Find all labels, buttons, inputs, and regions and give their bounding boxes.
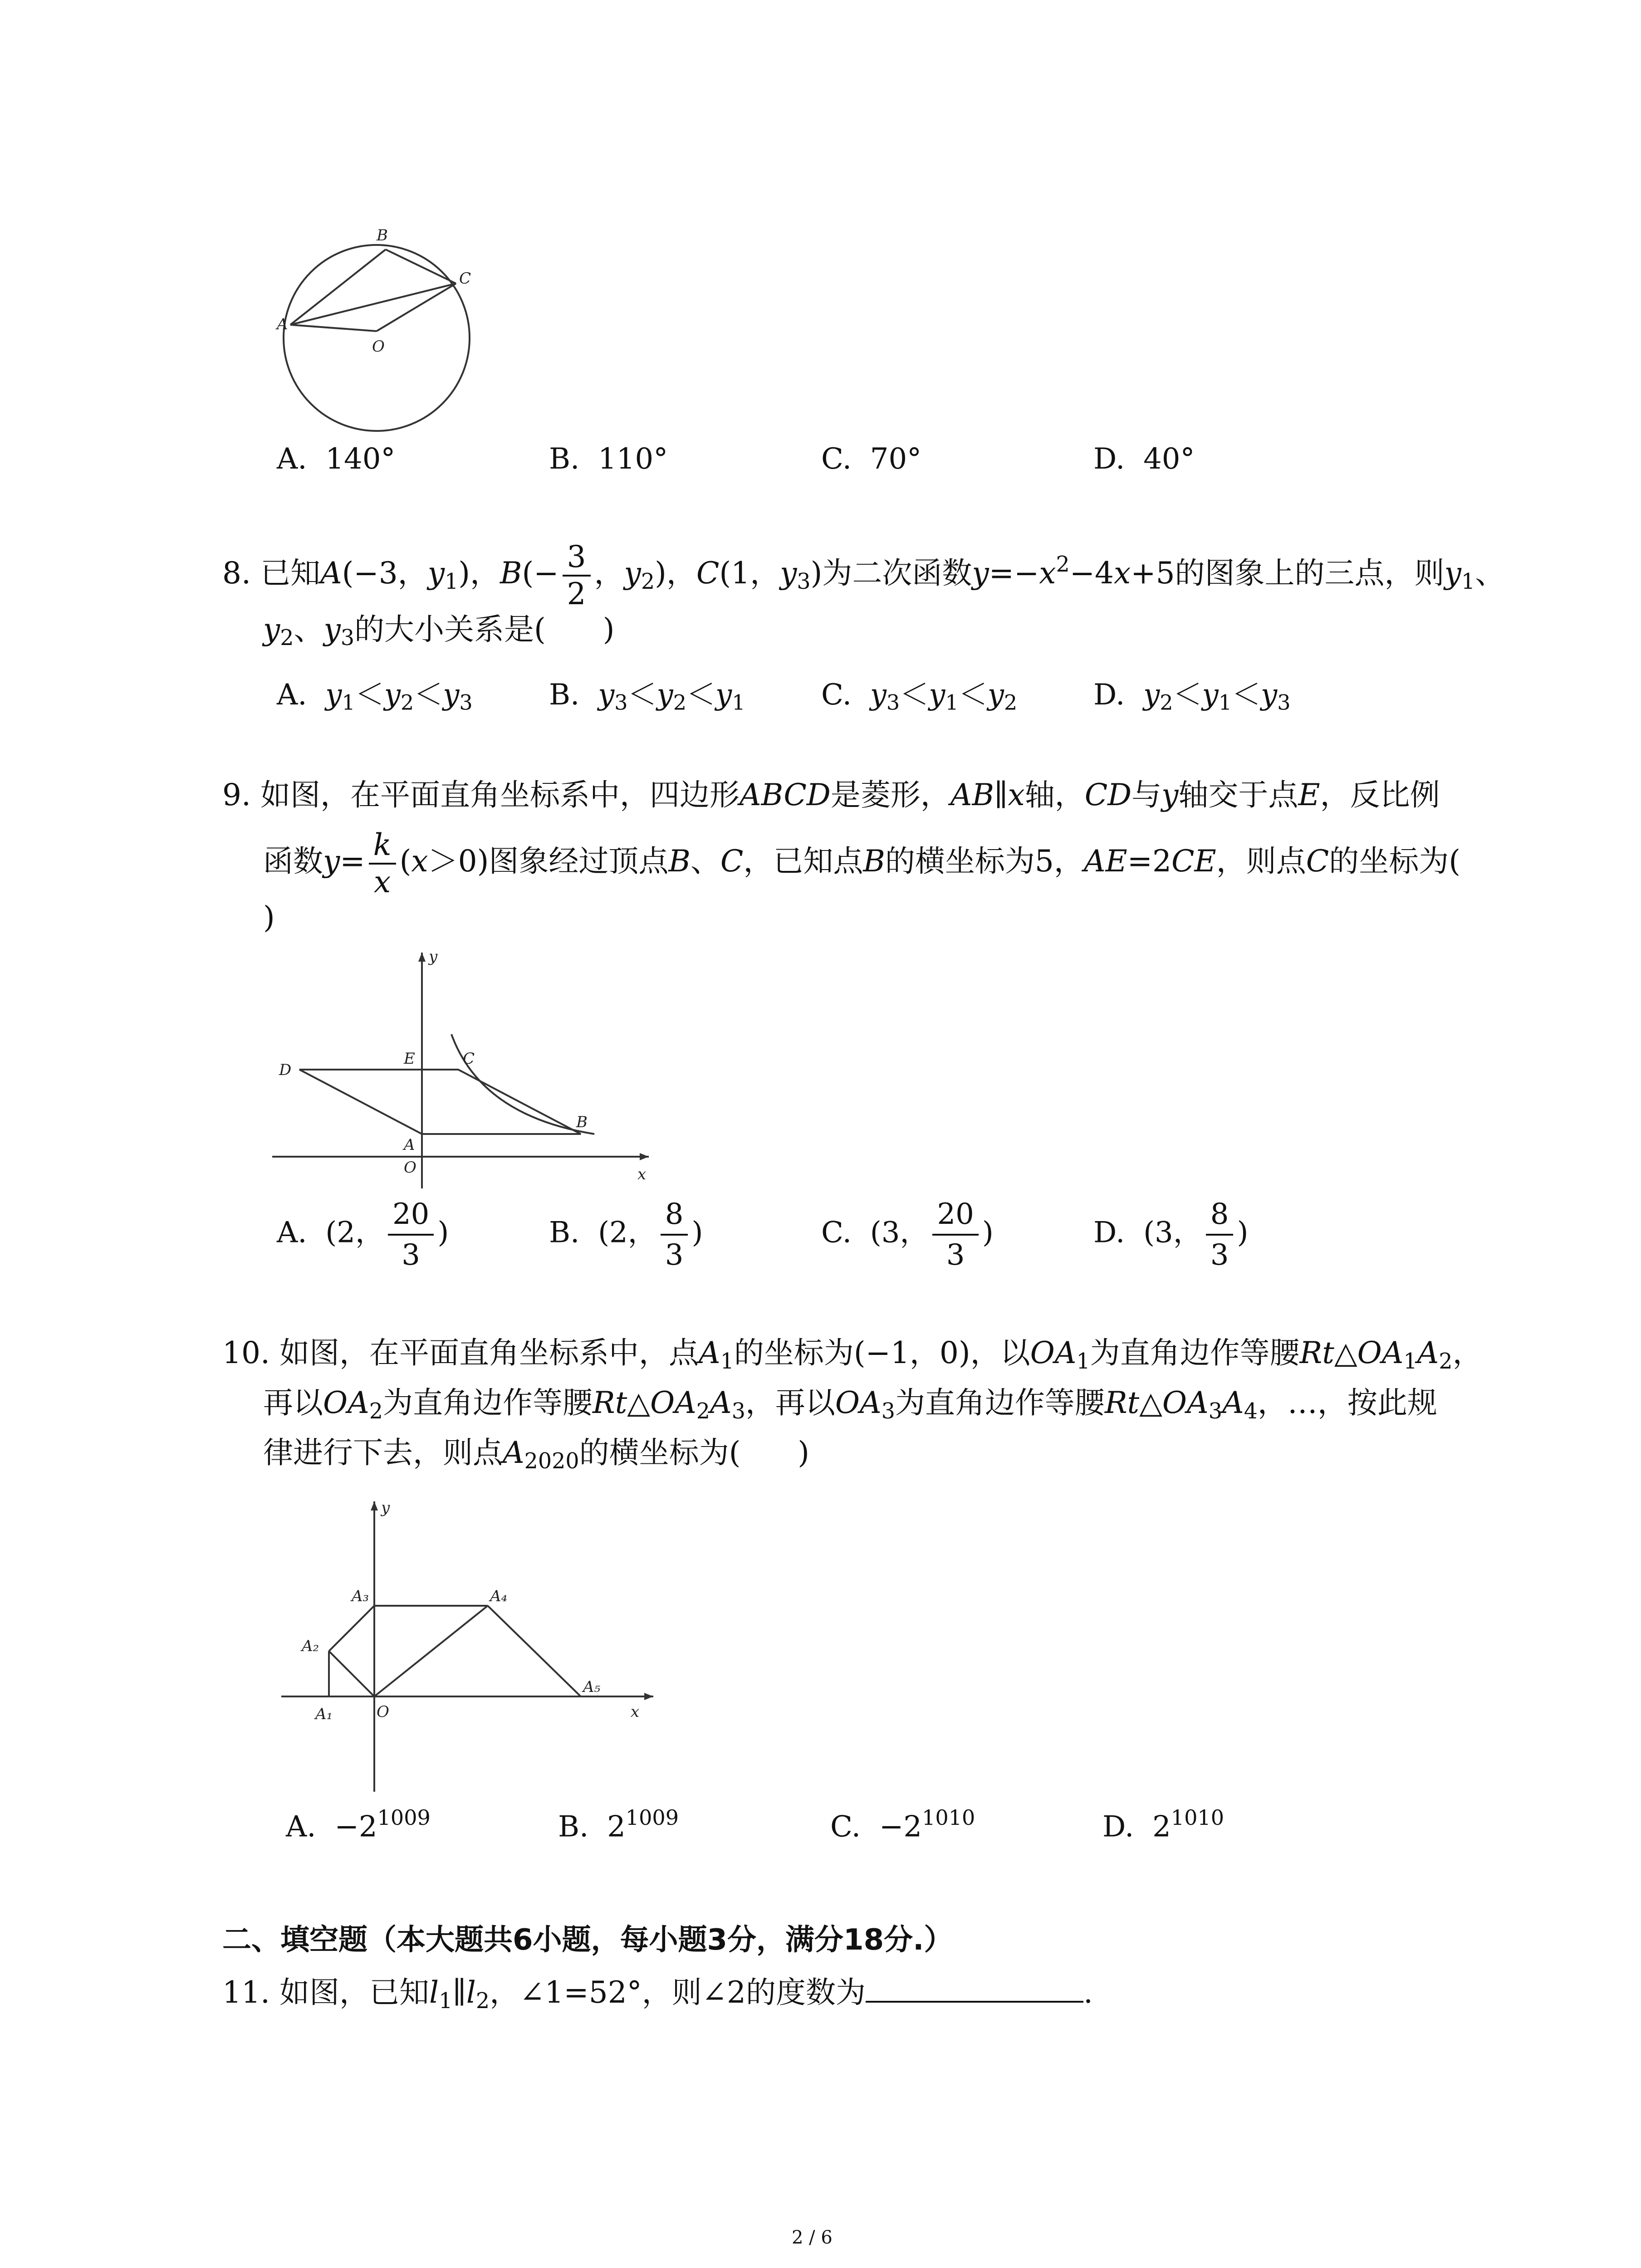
label-o: O <box>377 1703 389 1721</box>
q9-option-c: C. (3， $\frac{20}{3}$ ) <box>821 1198 994 1272</box>
label-a5: A₅ <box>583 1678 601 1696</box>
q10-stem-line1: 10. 如图，在平面直角坐标系中，点$A_1$的坐标为(−1，0)，以$OA_1$为直角边作等腰$Rt\triangle OA_1A_2$， <box>222 1335 1483 1374</box>
q7-option-c: C. 70° <box>821 442 922 476</box>
q10-option-d: D. $2^{1010}$ <box>1102 1805 1225 1844</box>
label-b: B <box>576 1113 588 1131</box>
label-c: C <box>459 269 471 288</box>
label-a4: A₄ <box>490 1587 508 1605</box>
q9-rhombus-figure <box>268 943 667 1193</box>
q10-stem-line3: 律进行下去，则点$A_{2020}$的横坐标为( ) <box>263 1435 809 1474</box>
label-a3: A₃ <box>352 1587 369 1605</box>
label-a1: A₁ <box>315 1705 333 1723</box>
q11-stem: 11. 如图，已知$l_1\parallel l_2$，∠1=52°，则∠2的度数为 . <box>222 1975 1093 2014</box>
q9-option-b: B. (2， $\frac{8}{3}$ ) <box>549 1198 703 1272</box>
q8-stem-line1: 8. 已知A(−3，$y_1$)，B(− $\frac{3}{2}$ ，$y_2$)，C(1，$y_3$)为二次函数$y=-x^2-4x+5$的图象上的三点，则$y_1$、 <box>222 539 1505 611</box>
label-x: x <box>637 1165 647 1183</box>
q9-option-a: A. (2， $\frac{20}{3}$ ) <box>277 1198 449 1272</box>
label-y: y <box>429 948 438 966</box>
q7-option-b: B. 110° <box>549 442 668 476</box>
q8-option-a: A. $y_1<y_2<y_3$ <box>277 678 473 715</box>
label-x: x <box>631 1703 640 1721</box>
q8-option-c: C. $y_3<y_1<y_2$ <box>821 678 1018 715</box>
q9-stem-line3: ) <box>263 900 275 935</box>
label-a: A <box>277 315 288 333</box>
q7-circle-figure <box>263 222 490 435</box>
label-a: A <box>404 1136 415 1154</box>
section-2-heading: 二、填空题（本大题共6小题，每小题3分，满分18分.） <box>222 1923 953 1957</box>
label-o: O <box>372 337 385 356</box>
label-y: y <box>381 1499 390 1517</box>
answer-blank[interactable] <box>866 1983 1083 2003</box>
label-b: B <box>377 226 388 244</box>
q9-option-d: D. (3， $\frac{8}{3}$ ) <box>1093 1198 1249 1272</box>
q9-stem-line1: 9. 如图，在平面直角坐标系中，四边形ABCD是菱形，AB∥x轴，CD与y轴交于点E，反比例 <box>222 777 1440 812</box>
q8-stem-line2: $y_2$、$y_3$的大小关系是( ) <box>263 612 615 650</box>
q8-option-d: D. $y_2<y_1<y_3$ <box>1093 678 1291 715</box>
q9-stem-line2: 函数y= $\frac{k}{x}$ (x＞0)图象经过顶点B、C，已知点B的横坐标为5，AE=2CE，则点C的坐标为( <box>263 827 1460 899</box>
q10-option-b: B. $2^{1009}$ <box>558 1805 679 1844</box>
label-e: E <box>404 1050 415 1068</box>
q10-option-c: C. $-2^{1010}$ <box>830 1805 975 1844</box>
label-d: D <box>279 1061 292 1079</box>
q8-option-b: B. $y_3<y_2<y_1$ <box>549 678 745 715</box>
q7-option-a: A. 140° <box>277 442 396 476</box>
label-a2: A₂ <box>302 1637 319 1655</box>
q7-option-d: D. 40° <box>1093 442 1195 476</box>
label-o: O <box>404 1158 416 1177</box>
page-number: 2 / 6 <box>792 2227 833 2248</box>
q10-stem-line2: 再以$OA_2$为直角边作等腰$Rt\triangle OA_2A_3$，再以$OA_3$为直角边作等腰$Rt\triangle OA_3A_4$，…，按此规 <box>263 1385 1437 1424</box>
label-c: C <box>463 1050 475 1068</box>
q10-option-a: A. $-2^{1009}$ <box>286 1805 431 1844</box>
q10-triangles-figure <box>272 1492 671 1801</box>
